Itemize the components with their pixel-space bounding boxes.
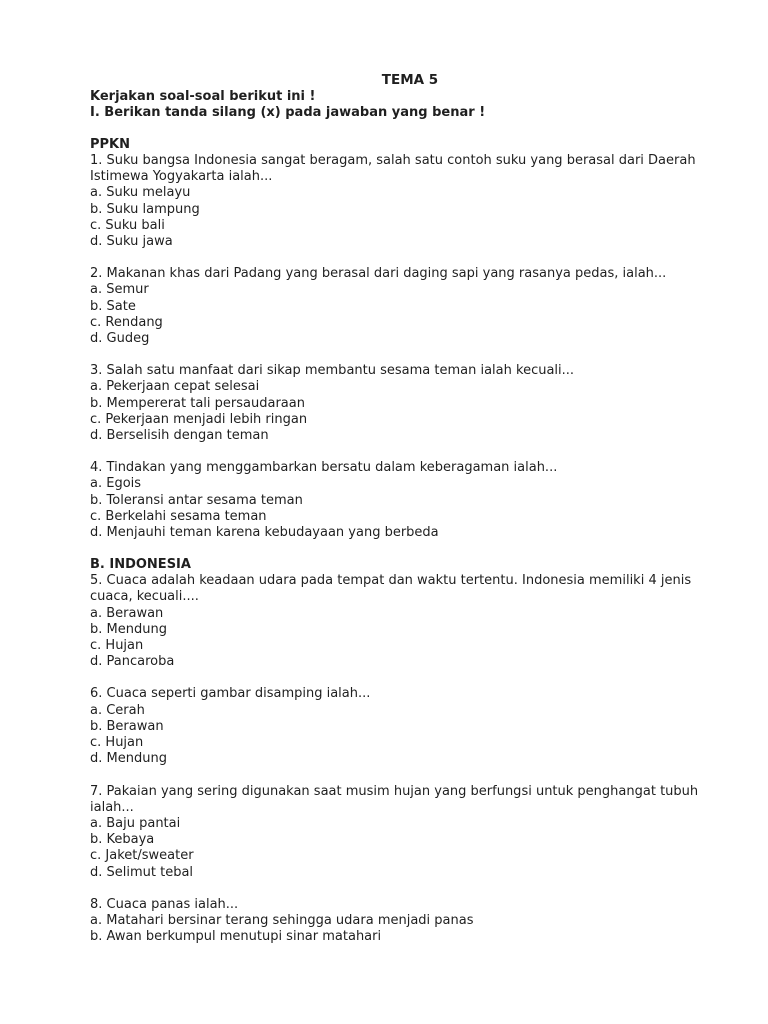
question-text: 2. Makanan khas dari Padang yang berasal dari daging sapi yang rasanya pedas, ialah... (90, 266, 667, 282)
question-text: 4. Tindakan yang menggambarkan bersatu dalam keberagaman ialah... (90, 460, 558, 476)
question-6 (90, 686, 730, 767)
section-title-indonesia: B. INDONESIA (90, 557, 191, 573)
answer-option: b. Toleransi antar sesama teman (90, 492, 303, 508)
section-title-ppkn: PPKN (90, 137, 131, 152)
answer-option: c. Jaket/sweater (90, 848, 194, 864)
answer-option: c. Hujan (90, 638, 144, 654)
question-3 (90, 363, 730, 444)
spacer (90, 250, 730, 266)
question-1 (90, 153, 730, 250)
answer-option: b. Mendung (90, 621, 167, 637)
answer-option: a. Baju pantai (90, 815, 181, 831)
spacer (90, 881, 730, 897)
answer-option: d. Gudeg (90, 331, 150, 347)
answer-option: d. Suku jawa (90, 234, 173, 250)
answer-option: b. Sate (90, 298, 136, 314)
spacer (90, 444, 730, 460)
question-text: 3. Salah satu manfaat dari sikap membantu sesama teman ialah kecuali... (90, 363, 575, 379)
question-text: 6. Cuaca seperti gambar disamping ialah... (90, 686, 371, 702)
answer-option: c. Pekerjaan menjadi lebih ringan (90, 411, 308, 427)
answer-option: b. Berawan (90, 718, 164, 734)
answer-option: a. Egois (90, 476, 142, 492)
instruction-line-1: Kerjakan soal-soal berikut ini ! (90, 89, 316, 104)
document-title: TEMA 5 (381, 72, 439, 88)
answer-option: b. Kebaya (90, 832, 155, 848)
answer-option: c. Berkelahi sesama teman (90, 508, 267, 524)
answer-option: a. Cerah (90, 702, 145, 718)
answer-option: a. Pekerjaan cepat selesai (90, 379, 260, 395)
instruction-line-2: I. Berikan tanda silang (x) pada jawaban yang benar ! (90, 105, 486, 120)
answer-option: a. Semur (90, 282, 149, 298)
answer-option: c. Rendang (90, 314, 163, 330)
question-4 (90, 460, 730, 541)
answer-option: a. Suku melayu (90, 185, 191, 201)
answer-option: a. Berawan (90, 605, 164, 621)
answer-option: d. Menjauhi teman karena kebudayaan yang berbeda (90, 525, 439, 541)
question-text: 7. Pakaian yang sering digunakan saat musim hujan yang berfungsi untuk penghangat tubuh ialah... (90, 783, 699, 815)
answer-option: d. Mendung (90, 751, 167, 767)
question-5 (90, 573, 730, 670)
spacer (90, 347, 730, 363)
document-page (90, 72, 730, 945)
answer-option: d. Pancaroba (90, 654, 175, 670)
answer-option: d. Selimut tebal (90, 864, 194, 880)
answer-option: b. Mempererat tali persaudaraan (90, 395, 305, 411)
answer-option: b. Awan berkumpul menutupi sinar matahari (90, 929, 382, 945)
spacer (90, 768, 730, 784)
question-text: 5. Cuaca adalah keadaan udara pada tempat dan waktu tertentu. Indonesia memiliki 4 jenis cuaca, kecuali.... (90, 573, 692, 605)
answer-option: b. Suku lampung (90, 201, 200, 217)
answer-option: d. Berselisih dengan teman (90, 428, 269, 444)
question-2 (90, 266, 730, 347)
answer-option: c. Suku bali (90, 217, 165, 233)
spacer (90, 670, 730, 686)
question-text: 1. Suku bangsa Indonesia sangat beragam, salah satu contoh suku yang berasal dari Daerah Istimewa Yogyakarta ialah... (90, 153, 696, 185)
question-7 (90, 784, 730, 881)
question-text: 8. Cuaca panas ialah... (90, 896, 239, 912)
answer-option: c. Hujan (90, 735, 144, 751)
answer-option: a. Matahari bersinar terang sehingga udara menjadi panas (90, 912, 474, 928)
question-8 (90, 897, 730, 946)
